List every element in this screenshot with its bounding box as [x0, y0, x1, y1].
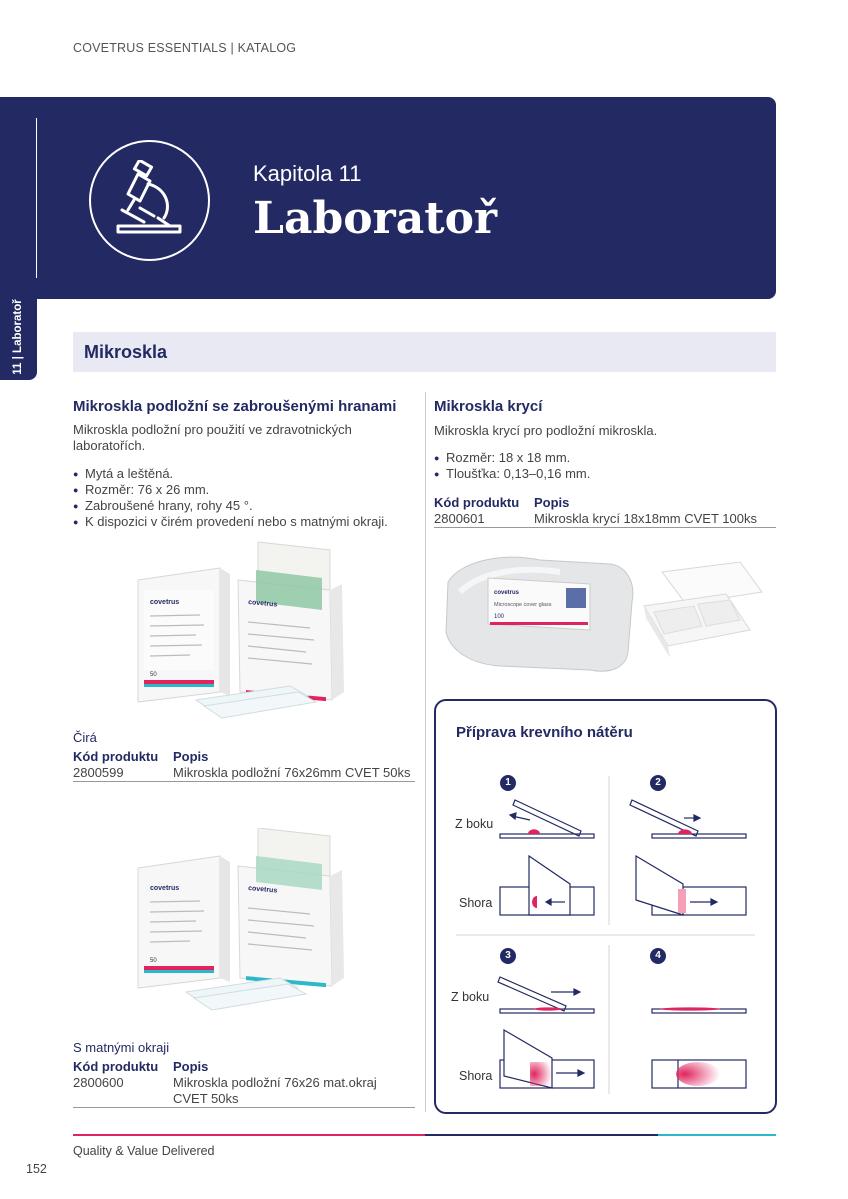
list-item: ● Zabroušené hrany, rohy 45 °.: [73, 498, 418, 514]
chapter-title: Laboratoř: [253, 193, 498, 244]
label-side-view: Z boku: [455, 817, 494, 831]
box-brand: covetrus: [247, 599, 278, 609]
left-heading: Mikroskla podložní se zabroušenými hranami: [73, 398, 397, 415]
list-item: ● Rozměr: 76 x 26 mm.: [73, 482, 418, 498]
step-number: 3: [500, 948, 516, 964]
label-top-view: Shora: [459, 1069, 493, 1083]
left-bullets: [73, 466, 418, 530]
chapter-side-tab: [0, 97, 37, 380]
product-code: 2800599: [73, 765, 124, 780]
product-photo-clear-slides: [130, 540, 350, 720]
footer-line-navy: [425, 1134, 658, 1136]
column-header-code: Kód produktu: [73, 1059, 159, 1074]
box-brand: covetrus: [150, 885, 180, 892]
table-row: [73, 765, 415, 782]
column-header-desc: Popis: [534, 495, 570, 510]
list-item: ● K dispozici v čirém provedení nebo s matnými okraji.: [73, 514, 418, 530]
product-table-frosted: [73, 1059, 415, 1108]
product-photo-frosted-slides: [130, 828, 350, 1023]
product-desc: [173, 1075, 415, 1107]
footer-line-teal: [658, 1134, 776, 1136]
column-header-desc: Popis: [173, 1059, 209, 1074]
blood-smear-diagram: [436, 701, 775, 1112]
list-item: ● Mytá a leštěná.: [73, 466, 418, 482]
product-desc: Mikroskla podložní 76x26mm CVET 50ks: [173, 765, 411, 780]
label-top-view: Shora: [459, 896, 493, 910]
product-table-clear: [73, 749, 415, 782]
left-intro: [73, 422, 413, 454]
product-desc-line: Mikroskla podložní 76x26 mat.okraj: [173, 1075, 377, 1090]
right-heading: Mikroskla krycí: [434, 398, 543, 415]
pack-subtitle: Microscope cover glass: [494, 602, 552, 608]
product-photo-cover-glass: [440, 542, 770, 682]
pack-count: 100: [494, 614, 505, 620]
step-number: 2: [650, 775, 666, 791]
pack-brand: covetrus: [494, 590, 520, 596]
table-row: [434, 511, 776, 528]
right-intro: Mikroskla krycí pro podložní mikroskla.: [434, 423, 658, 438]
column-header-desc: Popis: [173, 749, 209, 764]
section-title: Mikroskla: [84, 342, 168, 362]
product-code: 2800601: [434, 511, 485, 526]
box-count: 50: [150, 958, 157, 964]
section-bar: [73, 332, 776, 372]
footer-line-pink: [73, 1134, 425, 1136]
list-item: ● Tloušťka: 0,13–0,16 mm.: [434, 466, 774, 482]
footer-tagline: Quality & Value Delivered: [73, 1144, 215, 1158]
variant-clear-label: Čirá: [73, 730, 97, 745]
left-intro-line: laboratořích.: [73, 438, 146, 453]
page-number: 152: [26, 1162, 47, 1176]
box-brand: covetrus: [150, 599, 180, 606]
table-row: [73, 1075, 415, 1108]
product-table-cover: [434, 495, 776, 528]
column-header-code: Kód produktu: [434, 495, 520, 510]
step-number: 4: [650, 948, 666, 964]
blood-smear-title: Příprava krevního nátěru: [456, 724, 633, 741]
product-desc: Mikroskla krycí 18x18mm CVET 100ks: [534, 511, 757, 526]
product-desc-line: CVET 50ks: [173, 1091, 239, 1106]
product-code: 2800600: [73, 1075, 124, 1090]
box-brand: covetrus: [247, 885, 278, 895]
chapter-icon-circle: [89, 140, 210, 261]
chapter-number: Kapitola 11: [253, 161, 362, 186]
catalog-header: COVETRUS ESSENTIALS | KATALOG: [73, 41, 297, 55]
variant-frosted-label: S matnými okraji: [73, 1040, 170, 1055]
list-item: ● Rozměr: 18 x 18 mm.: [434, 450, 774, 466]
microscope-icon: [114, 160, 186, 240]
label-side-view: Z boku: [451, 990, 490, 1004]
side-tab-label: 11 | Laboratoř: [12, 299, 24, 375]
box-count: 50: [150, 672, 157, 678]
right-bullets: [434, 450, 774, 482]
column-divider: [425, 392, 426, 1112]
column-header-code: Kód produktu: [73, 749, 159, 764]
side-divider: [36, 118, 37, 278]
left-intro-line: Mikroskla podložní pro použití ve zdravotnických: [73, 422, 352, 437]
step-number: 1: [500, 775, 516, 791]
